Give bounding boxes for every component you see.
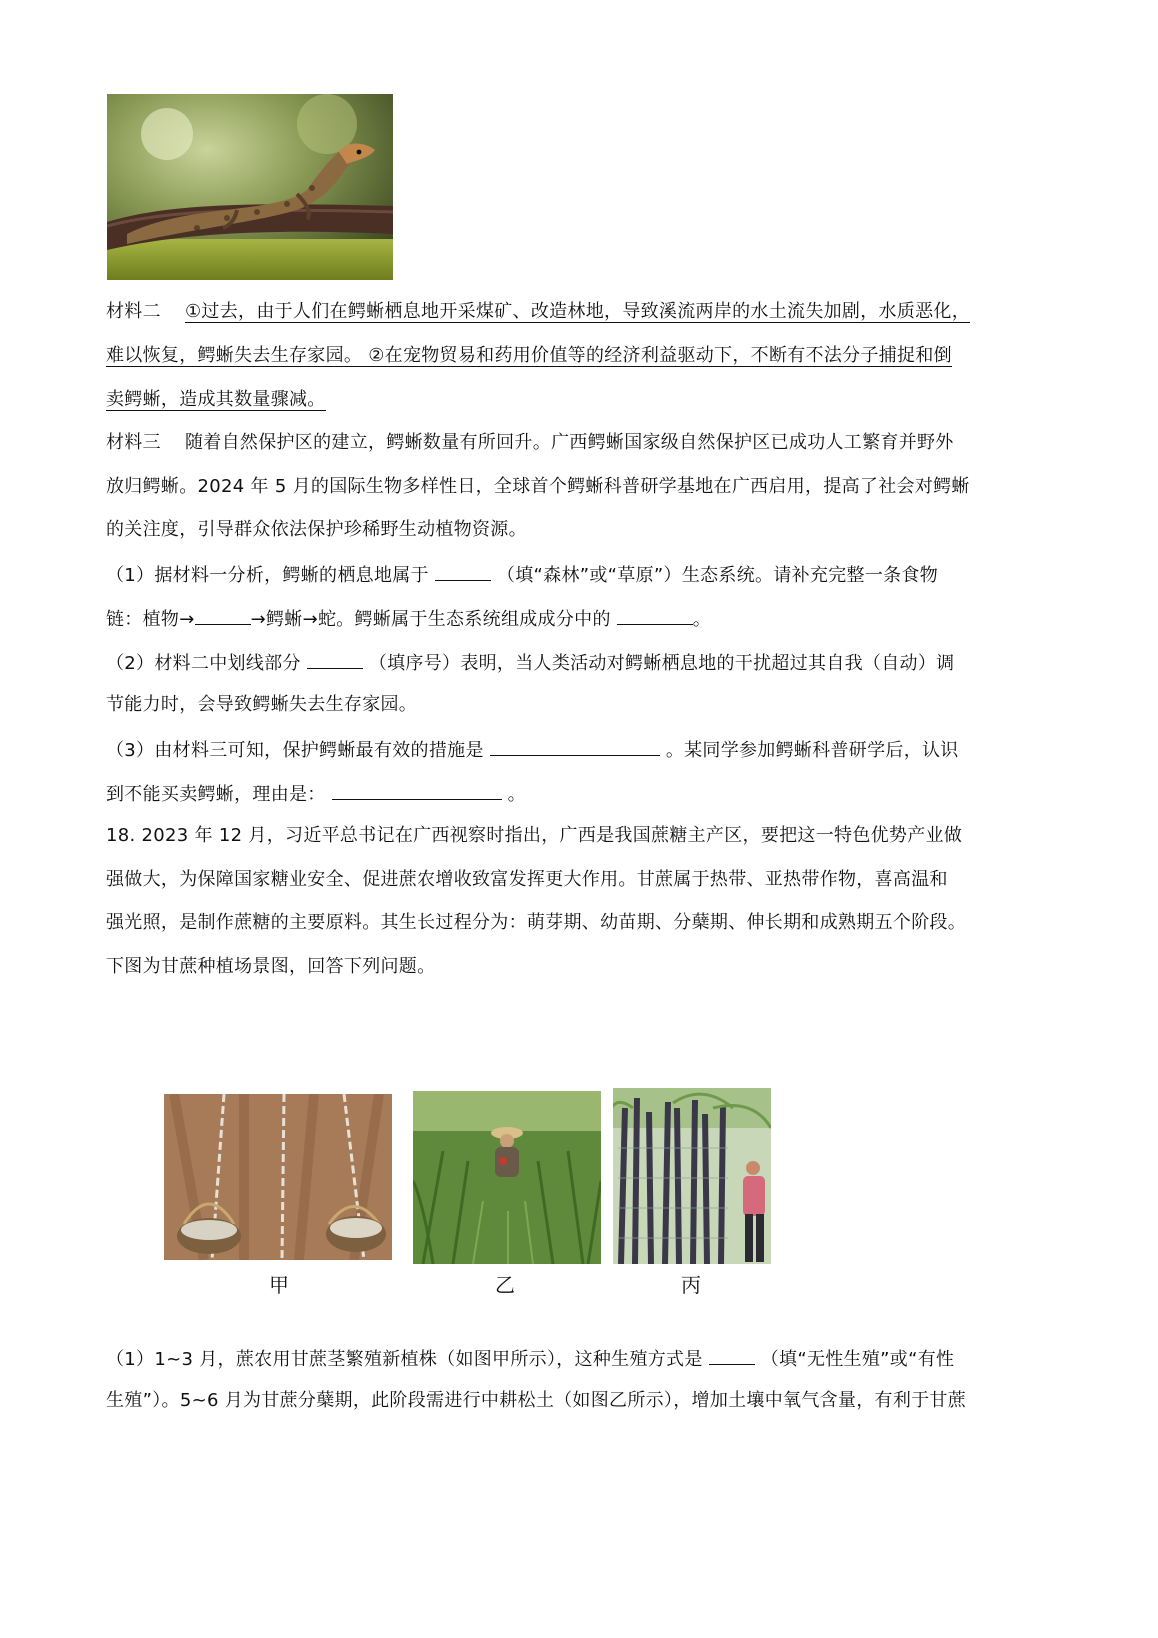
- question-text: 。某同学参加鳄蜥科普研学后，认识: [665, 740, 959, 761]
- material-3-line-1: [106, 431, 954, 455]
- question-text: （填“森林”或“草原”）生态系统。请补充完整一条食物: [496, 565, 939, 586]
- question-1-line-1: [106, 562, 938, 588]
- question-text: （1）据材料一分析，鳄蜥的栖息地属于: [106, 565, 429, 586]
- material-2-underlined-text: 卖鳄蜥，造成其数量骤减。: [106, 389, 326, 410]
- question-18-1-line-2: [106, 1389, 966, 1413]
- answer-blank[interactable]: [617, 606, 693, 625]
- material-3-line-2: [106, 475, 970, 499]
- material-3-line-3: [106, 518, 527, 542]
- lizard-photo: [107, 94, 393, 280]
- intertillage-photo: [413, 1091, 601, 1264]
- sugarcane-harvest-photo: [613, 1088, 771, 1264]
- material-2-underlined-text: 难以恢复，鳄蜥失去生存家园。 ②在宠物贸易和药用价值等的经济利益驱动下，不断有不法分子捕捉和倒: [106, 345, 952, 366]
- material-3-text: 随着自然保护区的建立，鳄蜥数量有所回升。广西鳄蜥国家级自然保护区已成功人工繁育并野外: [185, 432, 954, 453]
- answer-blank[interactable]: [307, 650, 363, 669]
- question-3-line-1: [106, 737, 959, 763]
- material-2-line-3: [106, 388, 326, 412]
- question-2-line-2: [106, 693, 417, 717]
- question-text: 到不能买卖鳄蜥，理由是：: [106, 784, 326, 805]
- answer-blank[interactable]: [490, 737, 660, 756]
- question-text: 18. 2023 年 12 月，习近平总书记在广西视察时指出，广西是我国蔗糖主产区，要把这一特色优势产业做: [106, 825, 963, 846]
- question-text: （1）1~3 月，蔗农用甘蔗茎繁殖新植株（如图甲所示），这种生殖方式是: [106, 1349, 703, 1370]
- material-2-label: 材料二: [106, 301, 161, 322]
- answer-blank[interactable]: [435, 562, 491, 581]
- question-text: 。: [692, 609, 712, 630]
- material-2-underlined-text: ①过去，由于人们在鳄蜥栖息地开采煤矿、改造林地，导致溪流两岸的水土流失加剧，水质恶化，: [185, 301, 971, 322]
- material-2-line-2: [106, 344, 952, 368]
- question-text: 强光照，是制作蔗糖的主要原料。其生长过程分为：萌芽期、幼苗期、分蘖期、伸长期和成熟期五个阶段。: [106, 912, 967, 933]
- question-text: 链：植物→: [106, 609, 195, 630]
- answer-blank[interactable]: [332, 781, 502, 800]
- material-3-label: 材料三: [106, 432, 161, 453]
- question-text: （填“无性生殖”或“有性: [760, 1349, 955, 1370]
- question-18-line-1: [106, 824, 962, 848]
- sugarcane-planting-photo: [164, 1094, 392, 1260]
- question-text: 。: [507, 784, 526, 805]
- material-2-line-1: [106, 300, 970, 324]
- question-18-line-2: [106, 868, 948, 892]
- question-1-line-2: [106, 606, 711, 632]
- question-3-line-2: [106, 781, 526, 807]
- question-text: →鳄蜥→蛇。鳄蜥属于生态系统组成成分中的: [250, 609, 611, 630]
- caption-bing: 丙: [681, 1273, 701, 1297]
- caption-jia: 甲: [269, 1273, 289, 1297]
- caption-yi: 乙: [495, 1273, 515, 1297]
- answer-blank[interactable]: [709, 1346, 755, 1365]
- material-3-text: 放归鳄蜥。2024 年 5 月的国际生物多样性日，全球首个鳄蜥科普研学基地在广西启用，提高了社会对鳄蜥: [106, 476, 970, 497]
- question-text: （填序号）表明，当人类活动对鳄蜥栖息地的干扰超过其自我（自动）调: [368, 653, 955, 674]
- question-text: 强做大，为保障国家糖业安全、促进蔗农增收致富发挥更大作用。甘蔗属于热带、亚热带作物，喜高温和: [106, 869, 948, 890]
- question-text: （2）材料二中划线部分: [106, 653, 301, 674]
- question-text: 下图为甘蔗种植场景图，回答下列问题。: [106, 956, 436, 977]
- material-3-text: 的关注度，引导群众依法保护珍稀野生动植物资源。: [106, 519, 527, 540]
- answer-blank[interactable]: [195, 606, 251, 625]
- question-text: 生殖”）。5~6 月为甘蔗分蘖期，此阶段需进行中耕松土（如图乙所示），增加土壤中氧气含量，有利于甘蔗: [106, 1390, 967, 1411]
- question-text: 节能力时，会导致鳄蜥失去生存家园。: [106, 694, 418, 715]
- question-18-line-3: [106, 911, 966, 935]
- question-2-line-1: [106, 650, 954, 676]
- question-18-line-4: [106, 955, 435, 979]
- question-text: （3）由材料三可知，保护鳄蜥最有效的措施是: [106, 740, 484, 761]
- question-18-1-line-1: [106, 1346, 954, 1372]
